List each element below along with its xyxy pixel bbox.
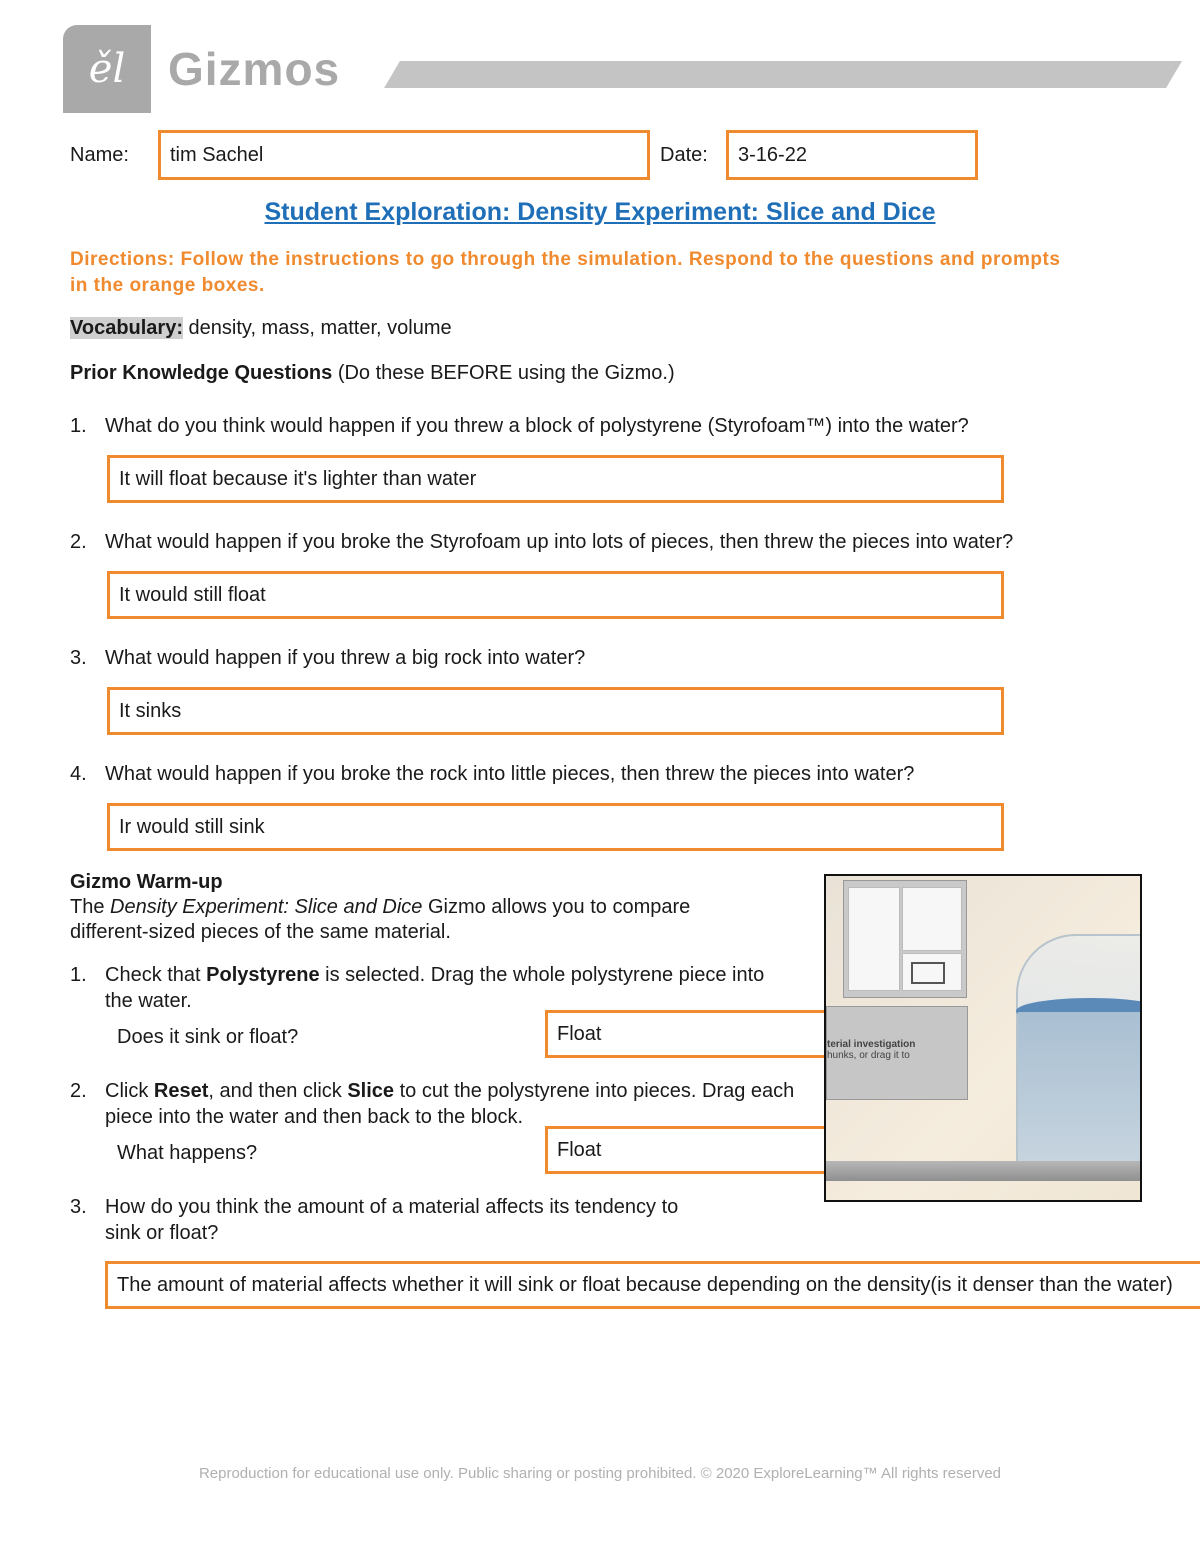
question-text: , and then click [208, 1080, 348, 1102]
name-value: tim Sachel [170, 143, 264, 166]
question-text: Check that [105, 964, 207, 986]
vocabulary-terms: density, mass, matter, volume [183, 317, 452, 339]
warmup-answer-box-1[interactable] [545, 1010, 835, 1058]
prompt-sink-or-float: Does it sink or float? [117, 1026, 299, 1048]
question-text: What would happen if you threw a big rock into water? [105, 647, 586, 669]
warmup-answer-box-3[interactable] [105, 1261, 1200, 1309]
intro-text: Gizmo allows you to compare different-sized pieces of the same material. [70, 896, 691, 943]
answer-text: Float [557, 1138, 602, 1161]
intro-text: The [70, 896, 111, 918]
answer-text: Ir would still sink [119, 815, 265, 838]
date-value: 3-16-22 [738, 143, 807, 166]
question-text: What do you think would happen if you threw a block of polystyrene (Styrofoam™) into the water? [105, 415, 969, 437]
panel-text: terial investigation [827, 1039, 916, 1050]
warmup-question-3 [70, 1194, 730, 1246]
selection-box-icon [911, 962, 945, 984]
prior-knowledge-heading [70, 360, 675, 386]
question-keyword: Reset [153, 1080, 209, 1102]
warmup-answer-box-2[interactable] [545, 1126, 835, 1174]
polystyrene-piece [902, 953, 962, 991]
question-text: How do you think the amount of a material affects its tendency to sink or float? [105, 1196, 679, 1244]
answer-text: The amount of material affects whether it will sink or float because depending on the density(is it denser than the water) [117, 1273, 1173, 1296]
warmup-question-1 [70, 962, 790, 1014]
answer-text: It sinks [119, 699, 182, 722]
date-label: Date: [660, 144, 708, 166]
material-block-panel [843, 880, 967, 998]
gizmo-simulation-image [824, 874, 1142, 1202]
question-3 [70, 645, 585, 671]
header-bar [384, 61, 1182, 88]
name-field[interactable] [158, 130, 650, 180]
gizmos-brand: Gizmos [168, 43, 341, 95]
warmup-heading: Gizmo Warm-up [70, 871, 223, 893]
answer-box-2[interactable] [107, 571, 1004, 619]
question-2 [70, 529, 1013, 555]
question-number: 3. [70, 647, 87, 669]
warmup-question-2 [70, 1078, 805, 1130]
question-text: Click [105, 1080, 154, 1102]
directions: Directions: Follow the instructions to go through the simulation. Respond to the questions and prompts in the orange boxes. [70, 249, 1061, 296]
polystyrene-piece [902, 887, 962, 951]
question-number: 2. [70, 531, 87, 553]
question-number: 3. [70, 1196, 87, 1218]
question-number: 2. [70, 1080, 87, 1102]
question-4 [70, 761, 914, 787]
panel-text: hunks, or drag it to [827, 1050, 910, 1061]
question-number: 4. [70, 763, 87, 785]
explorelearning-logo-icon: ěl [63, 25, 151, 113]
date-field[interactable] [726, 130, 978, 180]
question-1 [70, 413, 969, 439]
vocabulary [70, 315, 452, 341]
water-body [1018, 1012, 1142, 1176]
prior-knowledge-note: (Do these BEFORE using the Gizmo.) [332, 362, 675, 384]
answer-text: It will float because it's lighter than water [119, 467, 477, 490]
prior-knowledge-title: Prior Knowledge Questions [70, 362, 333, 384]
prompt-what-happens: What happens? [117, 1142, 258, 1164]
page-title: Student Exploration: Density Experiment: Slice and Dice [264, 198, 936, 226]
gizmo-name: Density Experiment: Slice and Dice [110, 896, 423, 918]
warmup-intro [70, 870, 770, 945]
table-surface [826, 1161, 1142, 1181]
question-keyword: Polystyrene [206, 964, 320, 986]
question-number: 1. [70, 415, 87, 437]
footer-copyright: Reproduction for educational use only. Public sharing or posting prohibited. © 2020 ExploreLearning™ All rights reserved [198, 1465, 1002, 1482]
water-beaker [1016, 934, 1142, 1178]
instruction-panel [826, 1006, 968, 1100]
question-text: What would happen if you broke the Styrofoam up into lots of pieces, then threw the pieces into water? [105, 531, 1014, 553]
answer-box-3[interactable] [107, 687, 1004, 735]
question-text: to cut the polystyrene into pieces. Drag each piece into the water and then back to the block. [105, 1080, 795, 1128]
vocabulary-label: Vocabulary: [70, 317, 183, 339]
answer-box-1[interactable] [107, 455, 1004, 503]
question-text: What would happen if you broke the rock into little pieces, then threw the pieces into water? [105, 763, 915, 785]
question-text: is selected. Drag the whole polystyrene piece into the water. [105, 964, 765, 1012]
answer-text: Float [557, 1022, 602, 1045]
polystyrene-piece [848, 887, 900, 991]
name-label: Name: [70, 144, 129, 166]
question-keyword: Slice [347, 1080, 395, 1102]
answer-box-4[interactable] [107, 803, 1004, 851]
question-number: 1. [70, 964, 87, 986]
answer-text: It would still float [119, 583, 266, 606]
